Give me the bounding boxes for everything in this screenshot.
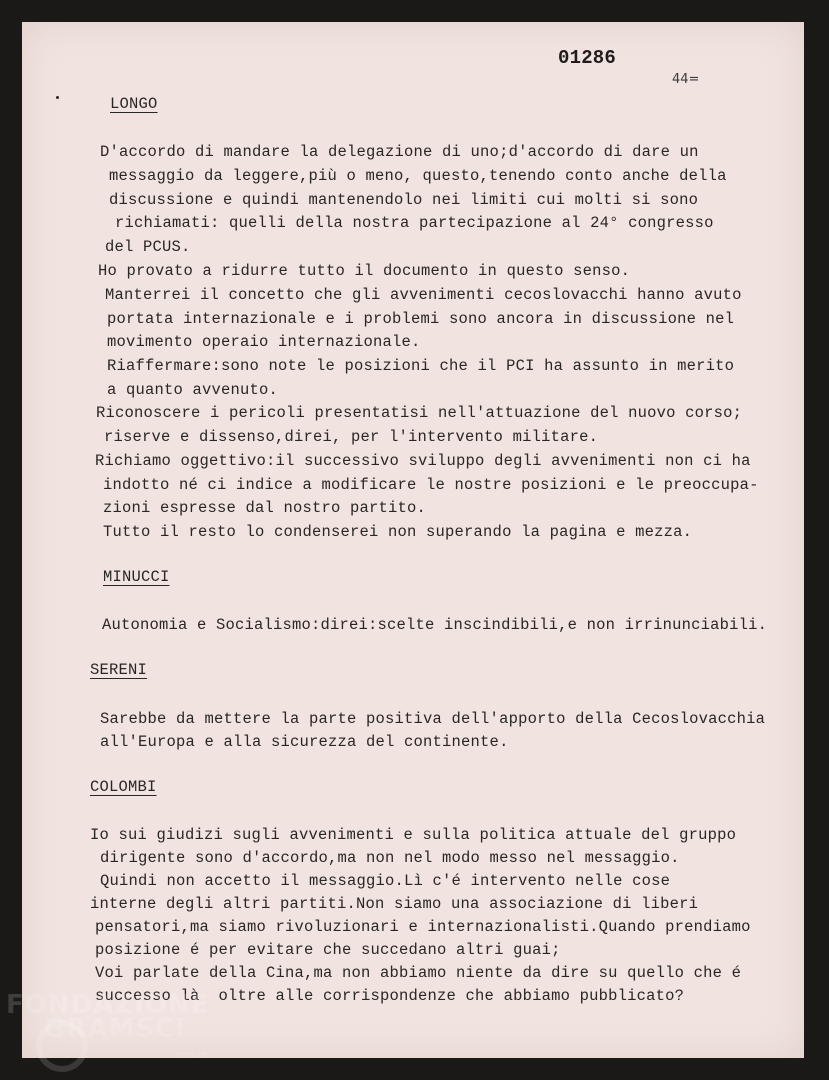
text-line: a quanto avvenuto.	[107, 381, 279, 399]
text-line: Richiamo oggettivo:il successivo sviluppo degli avvenimenti non ci ha	[95, 452, 751, 470]
text-line: pensatori,ma siamo rivoluzionari e internazionalisti.Quando prendiamo	[95, 918, 751, 936]
text-line: Riaffermare:sono note le posizioni che il PCI ha assunto in merito	[107, 357, 735, 375]
text-line: Quindi non accetto il messaggio.Lì c'é intervento nelle cose	[100, 872, 671, 890]
text-line: D'accordo di mandare la delegazione di uno;d'accordo di dare un	[100, 143, 699, 161]
text-line: del PCUS.	[105, 238, 191, 256]
speaker-heading-longo: LONGO	[110, 95, 158, 113]
ink-dot	[56, 96, 59, 99]
text-line: zioni espresse dal nostro partito.	[103, 499, 427, 517]
watermark-fondazione: FONDAZIONE	[6, 990, 210, 1020]
text-line: messaggio da leggere,più o meno, questo,tenendo conto anche della	[109, 167, 727, 185]
text-line: Tutto il resto lo condenserei non superando la pagina e mezza.	[103, 523, 693, 541]
text-line: Sarebbe da mettere la parte positiva dell'apporto della Cecoslovacchia	[100, 710, 766, 728]
page-number: 44=	[672, 72, 700, 87]
speaker-heading-sereni: SERENI	[90, 661, 148, 679]
text-line: Riconoscere i pericoli presentatisi nell'attuazione del nuovo corso;	[96, 404, 743, 422]
text-line: movimento operaio internazionale.	[107, 333, 421, 351]
speaker-heading-colombi: COLOMBI	[90, 778, 157, 796]
text-line: richiamati: quelli della nostra partecipazione al 24° congresso	[115, 214, 714, 232]
text-line: Ho provato a ridurre tutto il documento in questo senso.	[98, 262, 631, 280]
text-line: successo là oltre alle corrispondenze che abbiamo pubblicato?	[95, 987, 685, 1005]
watermark-gramsci: GRAMSCI	[44, 1014, 186, 1044]
text-line: interne degli altri partiti.Non siamo una associazione di liberi	[90, 895, 699, 913]
speaker-heading-minucci: MINUCCI	[103, 568, 170, 586]
text-line: all'Europa e alla sicurezza del continente.	[100, 733, 509, 751]
text-line: riserve e dissenso,direi, per l'intervento militare.	[104, 428, 599, 446]
text-line: Manterrei il concetto che gli avvenimenti cecoslovacchi hanno avuto	[105, 286, 742, 304]
text-line: Io sui giudizi sugli avvenimenti e sulla politica attuale del gruppo	[90, 826, 737, 844]
text-line: indotto né ci indice a modificare le nostre posizioni e le preoccupa-	[103, 476, 759, 494]
watermark-onlus: onlus	[178, 1049, 208, 1060]
text-line: discussione e quindi mantenendolo nei limiti cui molti si sono	[109, 191, 699, 209]
text-line: portata internazionale e i problemi sono ancora in discussione nel	[107, 310, 735, 328]
text-line: Autonomia e Socialismo:direi:scelte inscindibili,e non irrinunciabili.	[102, 616, 768, 634]
text-line: dirigente sono d'accordo,ma non nel modo messo nel messaggio.	[100, 849, 680, 867]
document-number: 01286	[558, 47, 617, 69]
text-line: posizione é per evitare che succedano altri guai;	[95, 941, 561, 959]
text-line: Voi parlate della Cina,ma non abbiamo niente da dire su quello che é	[95, 964, 742, 982]
